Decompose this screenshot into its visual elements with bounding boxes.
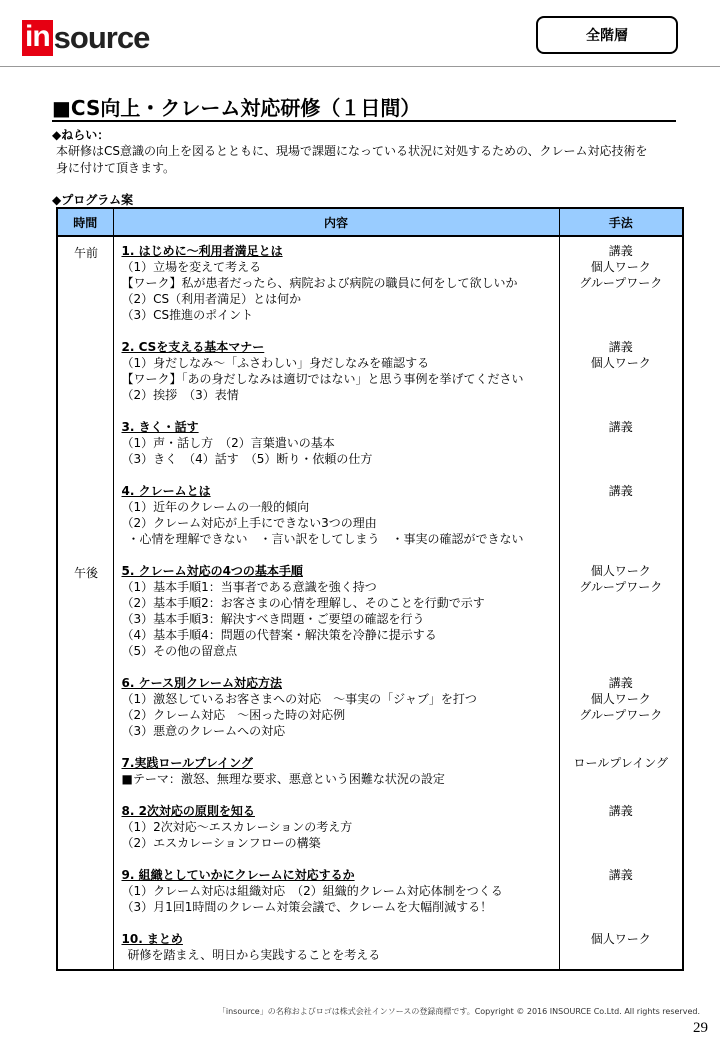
section-title: 3. きく・話す <box>121 420 199 434</box>
program-section <box>122 339 559 403</box>
title-underline <box>52 120 676 122</box>
section-title: 10. まとめ <box>121 932 183 946</box>
section-line: （2）挨拶 （3）表情 <box>121 388 239 402</box>
method-group <box>560 419 683 467</box>
method-label: 講義 <box>608 804 633 818</box>
section-line: （2）クレーム対応が上手にできない3つの理由 <box>121 516 377 530</box>
time-pm: 午後 <box>73 566 98 580</box>
header-divider <box>0 66 720 67</box>
section-line: （2）エスカレーションフローの構築 <box>121 836 321 850</box>
method-spacer <box>560 499 683 515</box>
method-label: 個人ワーク <box>590 260 651 274</box>
method-spacer <box>560 819 683 835</box>
method-spacer <box>560 307 683 323</box>
section-line: ・心情を理解できない ・言い訳をしてしまう ・事実の確認ができない <box>127 532 524 546</box>
method-group <box>560 483 683 547</box>
method-group <box>560 339 683 403</box>
section-line: （1）2次対応～エスカレーションの考え方 <box>121 820 353 834</box>
section-line: （3）月1回1時間のクレーム対策会議で、クレームを大幅削減する！ <box>121 900 493 914</box>
aim-heading: ◆ねらい： <box>52 128 110 142</box>
section-line: （3）基本手順3：解決すべき問題・ご要望の確認を行う <box>121 612 425 626</box>
time-column <box>57 236 113 970</box>
program-section <box>122 867 559 915</box>
program-heading: ◆プログラム案 <box>52 193 134 207</box>
method-label: 講義 <box>608 420 633 434</box>
method-label: グループワーク <box>579 276 663 290</box>
section-title: 1. はじめに～利用者満足とは <box>121 244 283 258</box>
section-line: （1）激怒しているお客さまへの対応 ～事実の「ジャブ」を打つ <box>121 692 477 706</box>
logo-mark: in <box>22 20 53 56</box>
method-label: グループワーク <box>579 708 663 722</box>
method-label: 講義 <box>608 340 633 354</box>
content-column <box>113 236 559 970</box>
section-line: （2）クレーム対応 ～困った時の対応例 <box>121 708 346 722</box>
header-content: 内容 <box>113 208 559 236</box>
program-section <box>122 563 559 659</box>
section-line: ■テーマ：激怒、無理な要求、悪意という困難な状況の設定 <box>121 772 445 786</box>
section-line: （5）その他の留意点 <box>121 644 238 658</box>
method-group <box>560 867 683 915</box>
section-title: 7.実践ロールプレイング <box>121 756 253 770</box>
section-line: （1）身だしなみ～「ふさわしい」身だしなみを確認する <box>121 356 430 370</box>
program-section <box>122 675 559 739</box>
logo-text: source <box>53 20 150 55</box>
program-section <box>122 419 559 467</box>
program-table <box>56 207 684 971</box>
method-group <box>560 803 683 851</box>
method-spacer <box>560 387 683 403</box>
section-line: （1）クレーム対応は組織対応 （2）組織的クレーム対応体制をつくる <box>121 884 503 898</box>
section-title: 2. CSを支える基本マナー <box>121 340 265 354</box>
method-label: 個人ワーク <box>590 564 651 578</box>
table-header-row <box>57 208 683 236</box>
section-title: 5. クレーム対応の4つの基本手順 <box>121 564 303 578</box>
method-label: 講義 <box>608 868 633 882</box>
method-spacer <box>560 595 683 611</box>
method-spacer <box>560 723 683 739</box>
section-title: 8. 2次対応の原則を知る <box>121 804 255 818</box>
section-title: 9. 組織としていかにクレームに対応するか <box>121 868 355 882</box>
program-section <box>122 243 559 323</box>
method-group <box>560 563 683 659</box>
method-spacer <box>560 835 683 851</box>
program-section <box>122 483 559 547</box>
section-line: （1）立場を変えて考える <box>121 260 262 274</box>
aim-text: 本研修はCS意識の向上を図るとともに、現場で課題になっている状況に対処するための、クレーム対応技術を身に付けて頂きます。 <box>56 144 648 175</box>
method-spacer <box>560 451 683 467</box>
method-spacer <box>560 643 683 659</box>
copyright-footer: 「insource」の名称およびロゴは株式会社インソースの登録商標です。Copyright © 2016 INSOURCE Co.Ltd. All rights reserved. <box>217 1007 700 1016</box>
section-line: 研修を踏まえ、明日から実践することを考える <box>127 948 381 962</box>
method-spacer <box>560 531 683 547</box>
section-line: （3）きく （4）話す （5）断り・依頼の仕方 <box>121 452 373 466</box>
method-spacer <box>560 627 683 643</box>
section-line: （2）基本手順2：お客さまの心情を理解し、そのことを行動で示す <box>121 596 485 610</box>
method-label: 講義 <box>608 676 633 690</box>
section-line: （1）基本手順1：当事者である意識を強く持つ <box>121 580 377 594</box>
section-line: 【ワーク】私が患者だったら、病院および病院の職員に何をして欲しいか <box>121 276 518 290</box>
method-group <box>560 243 683 323</box>
method-label: ロールプレイング <box>573 756 668 770</box>
section-line: （3）悪意のクレームへの対応 <box>121 724 286 738</box>
method-spacer <box>560 883 683 899</box>
insource-logo <box>22 20 149 56</box>
section-line: （3）CS推進のポイント <box>121 308 254 322</box>
header-method: 手法 <box>559 208 683 236</box>
header-time: 時間 <box>57 208 113 236</box>
method-spacer <box>560 371 683 387</box>
method-spacer <box>560 771 683 787</box>
section-line: （1）近年のクレームの一般的傾向 <box>121 500 310 514</box>
section-title: 6. ケース別クレーム対応方法 <box>121 676 282 690</box>
method-spacer <box>560 899 683 915</box>
program-section <box>122 931 559 963</box>
program-section <box>122 755 559 787</box>
method-label: 個人ワーク <box>590 932 651 946</box>
section-line: 【ワーク】「あの身だしなみは適切ではない」と思う事例を挙げてください <box>121 372 524 386</box>
method-label: 個人ワーク <box>590 356 651 370</box>
method-label: 個人ワーク <box>590 692 651 706</box>
method-label: グループワーク <box>579 580 663 594</box>
section-line: （4）基本手順4：問題の代替案・解決策を冷静に提示する <box>121 628 437 642</box>
table-row <box>57 236 683 970</box>
section-title: 4. クレームとは <box>121 484 211 498</box>
section-line: （2）CS（利用者満足）とは何か <box>121 292 302 306</box>
section-line: （1）声・話し方 （2）言葉遣いの基本 <box>121 436 335 450</box>
method-group <box>560 755 683 787</box>
method-label: 講義 <box>608 484 633 498</box>
method-spacer <box>560 291 683 307</box>
time-am: 午前 <box>73 246 98 260</box>
audience-badge: 全階層 <box>536 16 678 54</box>
method-label: 講義 <box>608 244 633 258</box>
method-spacer <box>560 947 683 963</box>
method-column <box>559 236 683 970</box>
program-section <box>122 803 559 851</box>
method-group <box>560 675 683 739</box>
page-title: ■CS向上・クレーム対応研修（１日間） <box>52 96 421 120</box>
method-spacer <box>560 611 683 627</box>
method-group <box>560 931 683 963</box>
method-spacer <box>560 515 683 531</box>
method-spacer <box>560 435 683 451</box>
page-number: 29 <box>693 1020 708 1036</box>
